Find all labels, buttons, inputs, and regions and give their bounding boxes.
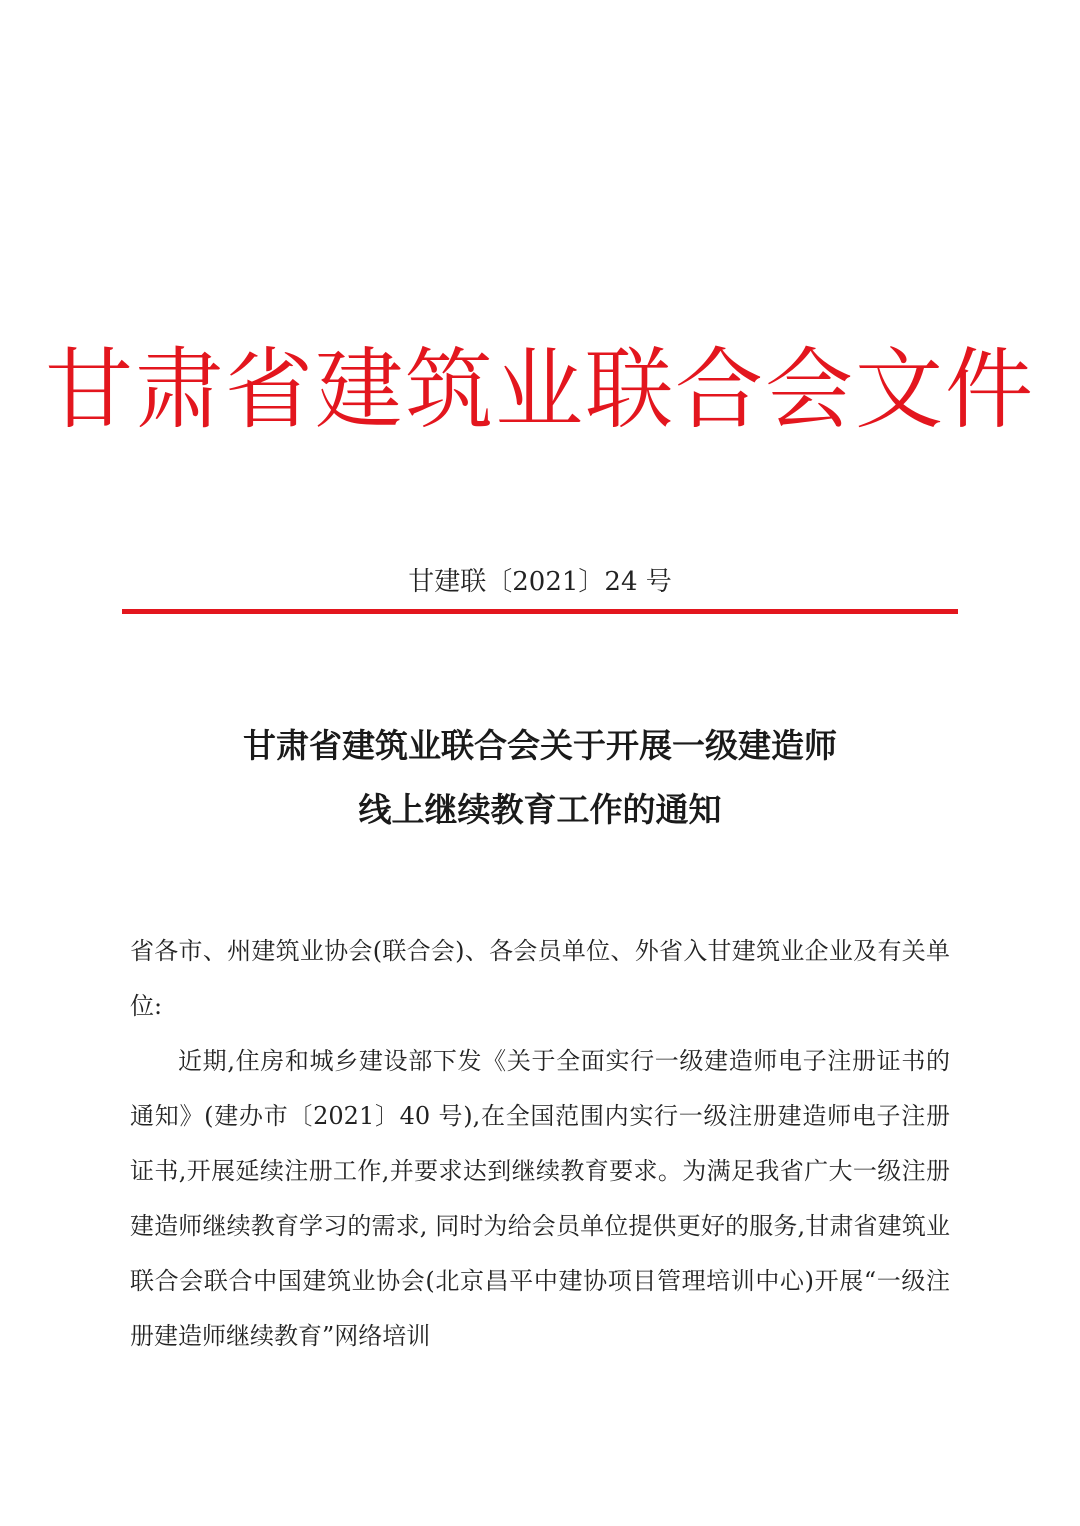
notice-title	[0, 714, 1080, 842]
notice-title-line-2: 线上继续教育工作的通知	[358, 790, 722, 829]
notice-title-line-1: 甘肃省建筑业联合会关于开展一级建造师	[243, 726, 837, 765]
organization-header-title: 甘肃省建筑业联合会文件	[44, 338, 1035, 441]
salutation: 省各市、州建筑业协会(联合会)、各会员单位、外省入甘建筑业企业及有关单位:	[130, 937, 950, 1020]
body-paragraph: 近期,住房和城乡建设部下发《关于全面实行一级建造师电子注册证书的通知》(建办市〔2021〕40 号),在全国范围内实行一级注册建造师电子注册证书,开展延续注册工作,并要求达到继续教育要求。为满足我省广大一级注册建造师继续教育学习的需求, 同时为给会员单位提供更好的服务,甘肃省建筑业联合会联合中国建筑业协会(北京昌平中建协项目管理培训中心)开展“一级注册建造师继续教育”网络培训	[130, 1047, 950, 1350]
notice-body	[130, 924, 950, 1364]
document-number: 甘建联〔2021〕24 号	[408, 567, 672, 597]
red-divider-line	[122, 609, 958, 614]
